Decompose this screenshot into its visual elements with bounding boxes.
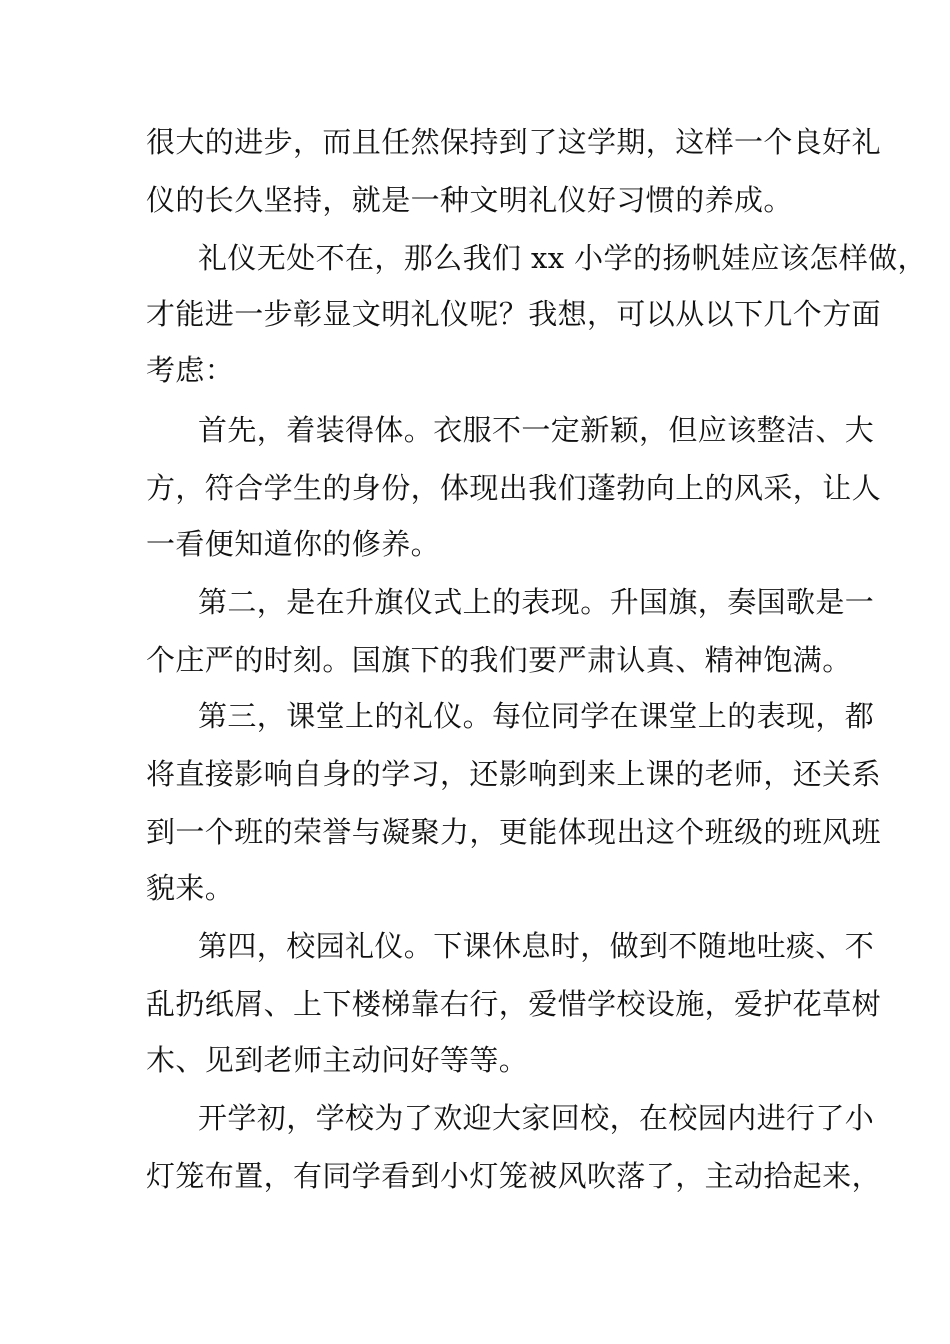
- paragraph-first-line: 第四，校园礼仪。下课休息时，做到不随地吐痰、不: [198, 929, 875, 963]
- text-line: 很大的进步，而且任然保持到了这学期，这样一个良好礼: [146, 125, 882, 159]
- text-line: 一看便知道你的修养。: [146, 527, 441, 561]
- paragraph-first-line: 第三，课堂上的礼仪。每位同学在课堂上的表现，都: [198, 699, 875, 733]
- text-line: 木、见到老师主动问好等等。: [146, 1043, 529, 1077]
- paragraph-first-line: 第二，是在升旗仪式上的表现。升国旗，奏国歌是一: [198, 585, 875, 619]
- text-line: 方，符合学生的身份，体现出我们蓬勃向上的风采，让人: [146, 471, 882, 505]
- paragraph-first-line: 开学初，学校为了欢迎大家回校，在校园内进行了小: [198, 1101, 875, 1135]
- text-line: 将直接影响自身的学习，还影响到来上课的老师，还关系: [146, 757, 882, 791]
- text-line: 个庄严的时刻。国旗下的我们要严肃认真、精神饱满。: [146, 643, 852, 677]
- text-line: 考虑：: [146, 353, 235, 387]
- text-line: 到一个班的荣誉与凝聚力，更能体现出这个班级的班风班: [146, 815, 882, 849]
- text-line: 灯笼布置，有同学看到小灯笼被风吹落了，主动拾起来，: [146, 1159, 882, 1193]
- text-line: 才能进一步彰显文明礼仪呢？我想，可以从以下几个方面: [146, 297, 882, 331]
- paragraph-first-line: 首先，着装得体。衣服不一定新颖，但应该整洁、大: [198, 413, 875, 447]
- paragraph-first-line: 礼仪无处不在，那么我们 xx 小学的扬帆娃应该怎样做，: [198, 241, 927, 275]
- text-line: 貌来。: [146, 871, 235, 905]
- text-line: 仪的长久坚持，就是一种文明礼仪好习惯的养成。: [146, 183, 793, 217]
- text-line: 乱扔纸屑、上下楼梯靠右行，爱惜学校设施，爱护花草树: [146, 987, 882, 1021]
